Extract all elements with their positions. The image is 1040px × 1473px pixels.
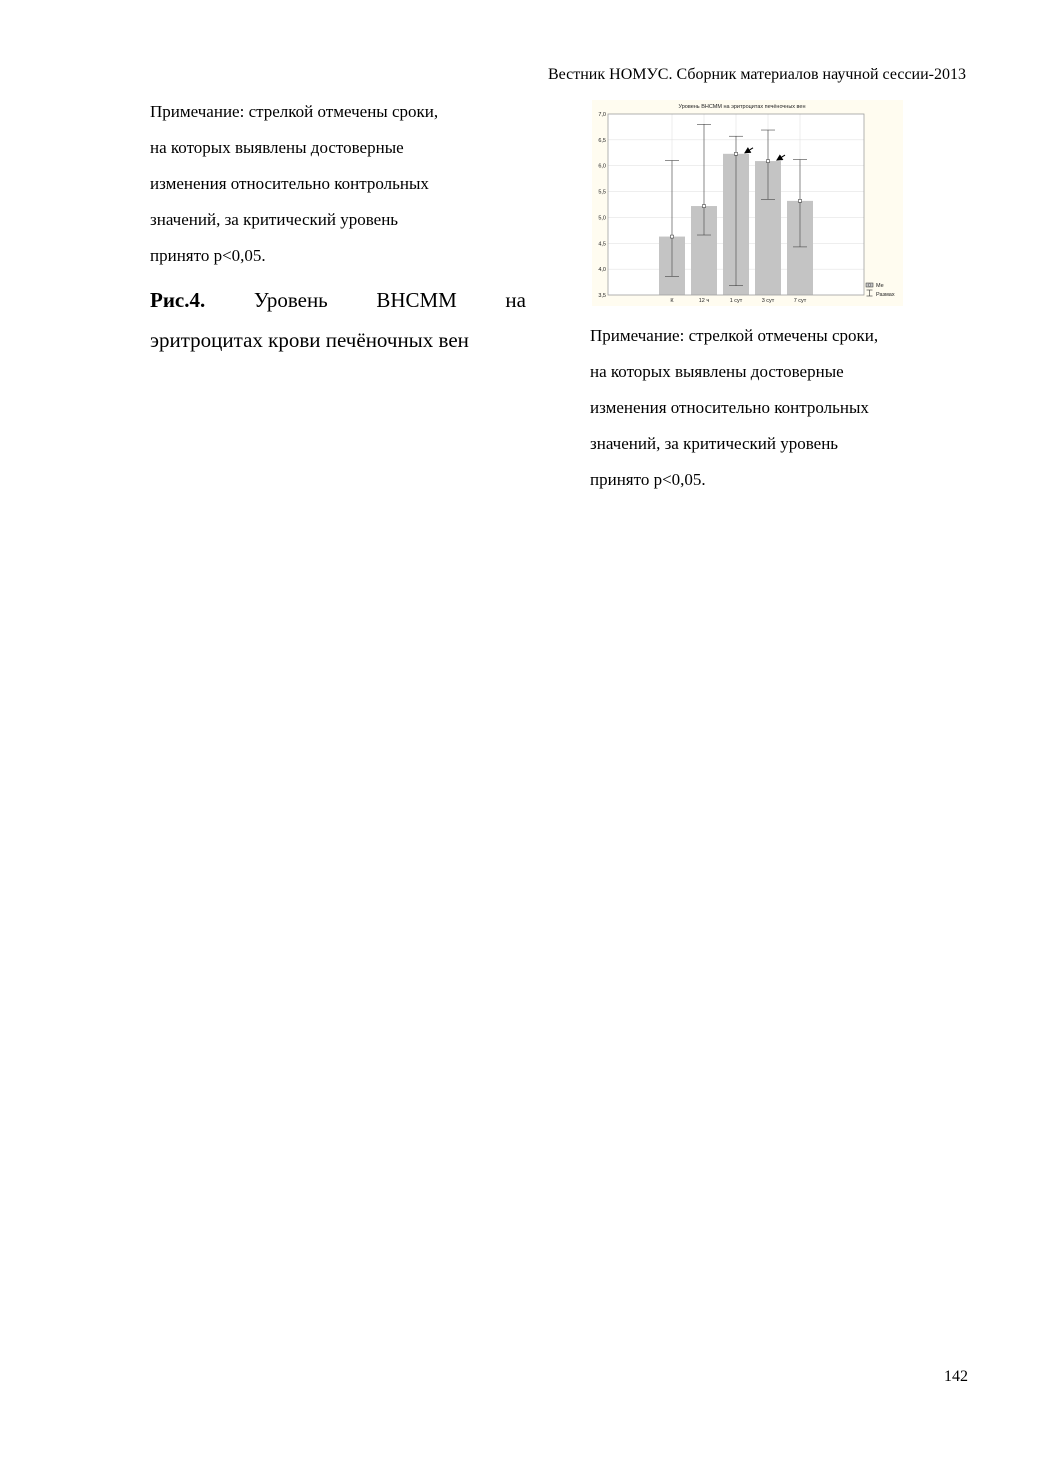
note-line: изменения относительно контрольных [590, 398, 869, 417]
x-tick-label: 7 сут [793, 298, 807, 304]
note-line: значений, за критический уровень [590, 434, 839, 453]
legend-me-marker [869, 284, 871, 286]
note-line: значений, за критический уровень [150, 210, 399, 229]
note-left [150, 94, 438, 274]
page-number: 142 [944, 1368, 968, 1385]
x-tick-label: К [670, 298, 674, 304]
caption-word: на [505, 288, 526, 312]
caption-line-2: эритроцитах крови печёночных вен [150, 328, 469, 352]
median-marker [671, 235, 674, 238]
median-marker [799, 199, 802, 202]
legend-range-label: Размах [876, 292, 895, 298]
running-header: Вестник НОМУС. Сборник материалов научной сессии-2013 [547, 66, 966, 83]
note-line: принято р<0,05. [150, 246, 266, 265]
note-line: на которых выявлены достоверные [150, 138, 404, 157]
legend-me-label: Ме [876, 283, 884, 289]
x-tick-label: 12 ч [698, 298, 710, 304]
bar-chart [592, 100, 903, 306]
note-line: Примечание: стрелкой отмечены сроки, [150, 102, 439, 121]
note-line: на которых выявлены достоверные [590, 362, 844, 381]
note-line: Примечание: стрелкой отмечены сроки, [590, 326, 879, 345]
figure-caption [150, 280, 526, 360]
y-tick-label: 7,0 [598, 112, 606, 118]
y-tick-label: 5,5 [598, 189, 606, 196]
y-tick-label: 4,0 [598, 267, 606, 274]
y-tick-label: 5,0 [598, 215, 606, 222]
median-marker [767, 160, 770, 163]
figure-label: Рис.4. [150, 288, 206, 312]
caption-word: ВНСММ [376, 288, 457, 312]
caption-word: Уровень [253, 288, 328, 312]
note-right [590, 318, 878, 498]
chart-title: Уровень ВНСММ на эритроцитах печёночных вен [678, 104, 806, 110]
x-tick-label: 3 сут [761, 298, 775, 304]
y-tick-label: 6,0 [598, 163, 606, 170]
y-tick-label: 3,5 [598, 293, 606, 299]
note-line: принято р<0,05. [590, 470, 706, 489]
note-line: изменения относительно контрольных [150, 174, 429, 193]
median-marker [703, 205, 706, 208]
y-tick-label: 4,5 [598, 241, 606, 248]
x-tick-label: 1 сут [729, 298, 743, 304]
median-marker [735, 152, 738, 155]
y-tick-label: 6,5 [598, 137, 606, 144]
